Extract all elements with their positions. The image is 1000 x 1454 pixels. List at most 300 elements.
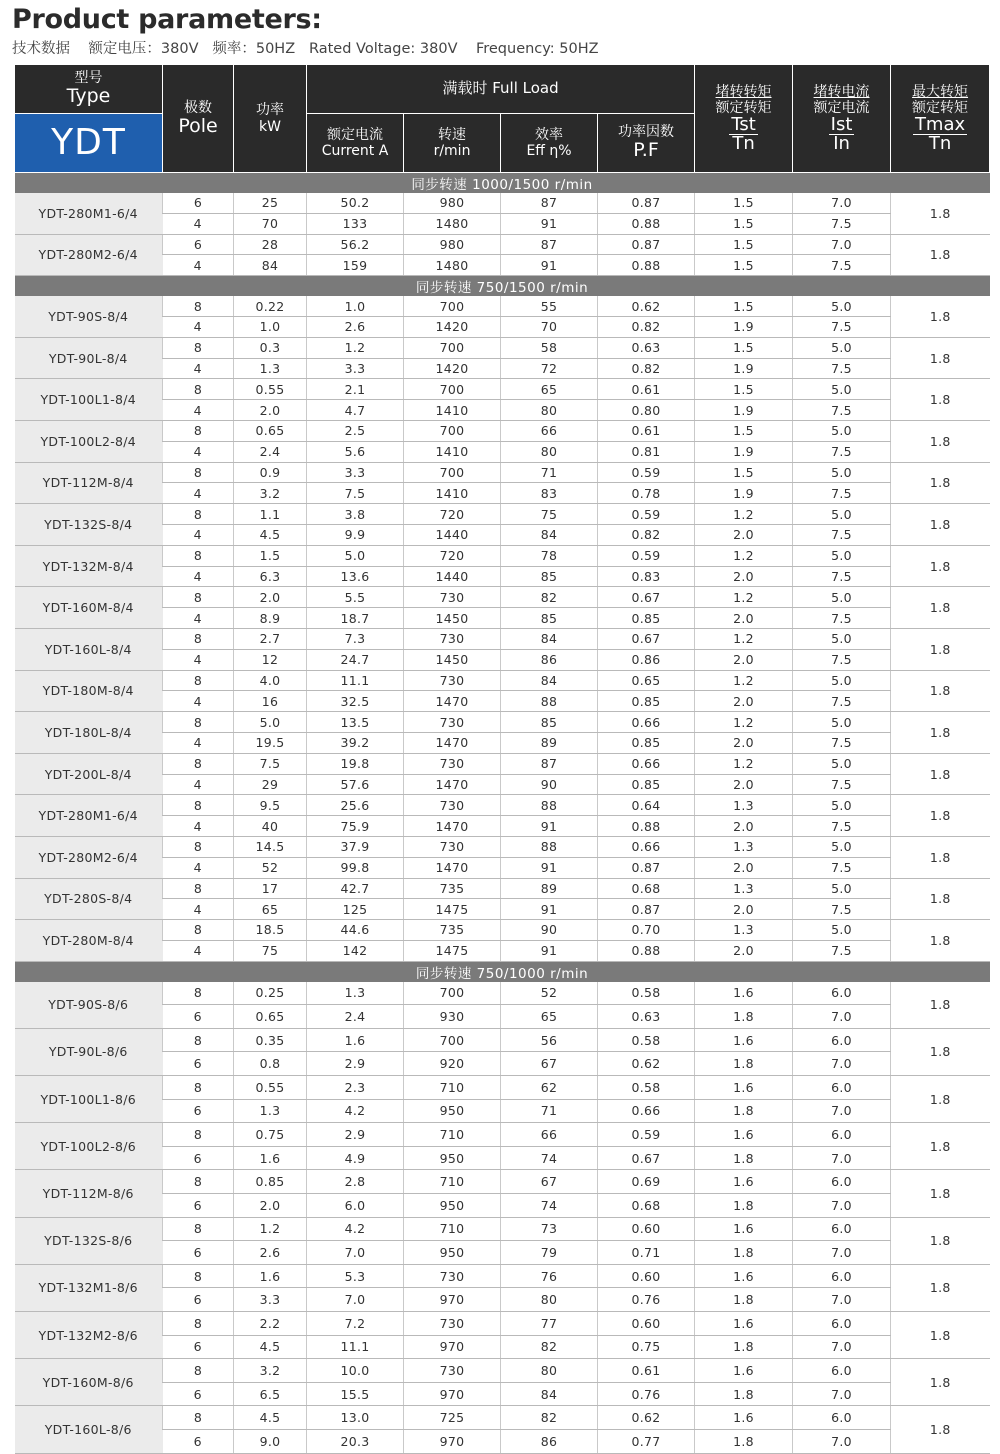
tst-ratio-cell: 1.9 — [695, 358, 793, 379]
table-row — [15, 795, 990, 816]
power-factor-cell: 0.85 — [598, 774, 695, 795]
section-header-row — [15, 961, 990, 982]
power-factor-cell: 0.88 — [598, 816, 695, 837]
tst-header — [695, 65, 793, 173]
model-type-cell: YDT-132M2-8/6 — [15, 1312, 163, 1359]
tst-ratio-cell: 1.5 — [695, 462, 793, 483]
current-cell: 11.1 — [307, 1335, 404, 1359]
pole-cell: 4 — [163, 940, 234, 961]
tmax-header — [891, 65, 990, 173]
current-cell: 125 — [307, 899, 404, 920]
efficiency-cell: 56 — [501, 1028, 598, 1052]
power-cell: 1.2 — [234, 1217, 307, 1241]
power-factor-cell: 0.76 — [598, 1288, 695, 1312]
power-factor-cell: 0.58 — [598, 1028, 695, 1052]
current-cell: 44.6 — [307, 920, 404, 941]
power-cell: 0.75 — [234, 1123, 307, 1147]
power-factor-cell: 0.69 — [598, 1170, 695, 1194]
efficiency-cell: 88 — [501, 836, 598, 857]
type-header — [15, 65, 163, 114]
speed-cell: 730 — [404, 587, 501, 608]
efficiency-cell: 91 — [501, 255, 598, 276]
ist-ratio-cell: 7.0 — [793, 1194, 891, 1218]
power-cell: 4.5 — [234, 1406, 307, 1430]
tmax-ratio-cell: 1.8 — [891, 1264, 990, 1311]
speed-cell: 1475 — [404, 899, 501, 920]
tmax-ratio-cell: 1.8 — [891, 1123, 990, 1170]
current-cell: 75.9 — [307, 816, 404, 837]
efficiency-cell: 73 — [501, 1217, 598, 1241]
efficiency-cell: 71 — [501, 1099, 598, 1123]
tst-ratio-cell: 2.0 — [695, 649, 793, 670]
efficiency-cell: 79 — [501, 1241, 598, 1265]
efficiency-cell: 91 — [501, 213, 598, 234]
tst-ratio-cell: 1.6 — [695, 1170, 793, 1194]
pf-header — [598, 114, 695, 173]
tst-ratio-cell: 2.0 — [695, 732, 793, 753]
power-factor-cell: 0.66 — [598, 712, 695, 733]
tmax-ratio-cell: 1.8 — [891, 878, 990, 920]
current-cell: 5.3 — [307, 1264, 404, 1288]
ist-ratio-cell: 7.5 — [793, 524, 891, 545]
power-cell: 0.65 — [234, 1005, 307, 1029]
current-cell: 18.7 — [307, 608, 404, 629]
pole-cell: 4 — [163, 400, 234, 421]
pole-cell: 4 — [163, 816, 234, 837]
ist-ratio-cell: 7.5 — [793, 649, 891, 670]
pole-cell: 4 — [163, 857, 234, 878]
current-cell: 15.5 — [307, 1382, 404, 1406]
current-cell: 2.4 — [307, 1005, 404, 1029]
tst-ratio-cell: 1.5 — [695, 337, 793, 358]
tmax-denominator: Tn — [928, 132, 952, 154]
tmax-ratio-cell: 1.8 — [891, 1406, 990, 1453]
efficiency-cell: 74 — [501, 1146, 598, 1170]
power-cell: 0.3 — [234, 337, 307, 358]
ist-ratio-cell: 5.0 — [793, 628, 891, 649]
tst-ratio-cell: 2.0 — [695, 524, 793, 545]
power-cell: 2.7 — [234, 628, 307, 649]
tst-ratio-cell: 1.5 — [695, 296, 793, 316]
tst-ratio-cell: 2.0 — [695, 857, 793, 878]
current-cell: 99.8 — [307, 857, 404, 878]
power-header — [234, 65, 307, 173]
ist-ratio-cell: 7.0 — [793, 1052, 891, 1076]
tst-denominator: Tn — [732, 132, 755, 154]
current-cell: 10.0 — [307, 1359, 404, 1383]
efficiency-cell: 58 — [501, 337, 598, 358]
current-cell: 133 — [307, 213, 404, 234]
speed-cell: 1420 — [404, 358, 501, 379]
power-factor-cell: 0.66 — [598, 1099, 695, 1123]
efficiency-cell: 84 — [501, 524, 598, 545]
efficiency-cell: 84 — [501, 670, 598, 691]
efficiency-cell: 66 — [501, 420, 598, 441]
ist-ratio-cell: 7.5 — [793, 316, 891, 337]
efficiency-cell: 52 — [501, 982, 598, 1005]
efficiency-cell: 87 — [501, 234, 598, 255]
tst-ratio-cell: 1.3 — [695, 920, 793, 941]
table-row — [15, 545, 990, 566]
speed-cell: 735 — [404, 878, 501, 899]
efficiency-cell: 65 — [501, 379, 598, 400]
ist-ratio-cell: 5.0 — [793, 712, 891, 733]
table-row — [15, 712, 990, 733]
speed-cell: 700 — [404, 379, 501, 400]
ist-ratio-cell: 5.0 — [793, 670, 891, 691]
speed-cell: 730 — [404, 670, 501, 691]
speed-cell: 730 — [404, 628, 501, 649]
current-cell: 3.3 — [307, 462, 404, 483]
power-factor-cell: 0.67 — [598, 628, 695, 649]
efficiency-cell: 80 — [501, 1359, 598, 1383]
power-factor-cell: 0.68 — [598, 1194, 695, 1218]
tst-ratio-cell: 1.2 — [695, 545, 793, 566]
power-factor-cell: 0.63 — [598, 1005, 695, 1029]
current-cell: 6.0 — [307, 1194, 404, 1218]
current-cell: 1.6 — [307, 1028, 404, 1052]
table-row — [15, 1217, 990, 1241]
ist-ratio-cell: 7.5 — [793, 857, 891, 878]
model-type-cell: YDT-90L-8/6 — [15, 1028, 163, 1075]
power-factor-cell: 0.85 — [598, 691, 695, 712]
pole-cell: 8 — [163, 337, 234, 358]
model-type-cell: YDT-200L-8/4 — [15, 753, 163, 795]
section-header-row — [15, 276, 990, 297]
current-cell: 7.5 — [307, 483, 404, 504]
power-cell: 1.0 — [234, 316, 307, 337]
section-header-row — [15, 173, 990, 194]
efficiency-cell: 76 — [501, 1264, 598, 1288]
efficiency-cell: 84 — [501, 628, 598, 649]
model-type-cell: YDT-132S-8/4 — [15, 504, 163, 546]
pole-cell: 4 — [163, 524, 234, 545]
tmax-ratio-cell: 1.8 — [891, 1028, 990, 1075]
type-header-zh: 型号 — [74, 70, 103, 87]
speed-cell: 1450 — [404, 649, 501, 670]
power-factor-cell: 0.78 — [598, 483, 695, 504]
efficiency-cell: 82 — [501, 587, 598, 608]
ist-ratio-cell: 7.5 — [793, 732, 891, 753]
power-factor-cell: 0.60 — [598, 1217, 695, 1241]
efficiency-cell: 85 — [501, 566, 598, 587]
current-cell: 7.0 — [307, 1241, 404, 1265]
model-type-cell: YDT-90S-8/4 — [15, 296, 163, 337]
pole-cell: 8 — [163, 982, 234, 1005]
ist-ratio-cell: 5.0 — [793, 753, 891, 774]
tmax-fraction — [913, 113, 967, 154]
power-factor-cell: 0.61 — [598, 1359, 695, 1383]
table-row — [15, 1406, 990, 1430]
power-factor-cell: 0.58 — [598, 1076, 695, 1100]
tst-ratio-cell: 2.0 — [695, 816, 793, 837]
pole-cell: 8 — [163, 1312, 234, 1336]
efficiency-cell: 67 — [501, 1052, 598, 1076]
model-type-cell: YDT-280M1-6/4 — [15, 795, 163, 837]
power-cell: 3.3 — [234, 1288, 307, 1312]
power-cell: 4.5 — [234, 1335, 307, 1359]
table-row — [15, 920, 990, 941]
table-row — [15, 1312, 990, 1336]
table-row — [15, 504, 990, 525]
speed-cell: 700 — [404, 1028, 501, 1052]
model-type-cell: YDT-100L1-8/4 — [15, 379, 163, 421]
tst-ratio-cell: 2.0 — [695, 608, 793, 629]
efficiency-cell: 77 — [501, 1312, 598, 1336]
ydt-series-label: YDT — [15, 114, 163, 173]
speed-cell: 970 — [404, 1382, 501, 1406]
power-cell: 29 — [234, 774, 307, 795]
pole-cell: 6 — [163, 1005, 234, 1029]
speed-cell: 1410 — [404, 400, 501, 421]
current-cell: 19.8 — [307, 753, 404, 774]
current-cell: 4.2 — [307, 1217, 404, 1241]
pole-cell: 8 — [163, 836, 234, 857]
ist-ratio-cell: 5.0 — [793, 462, 891, 483]
pole-cell: 6 — [163, 1052, 234, 1076]
pole-cell: 6 — [163, 1429, 234, 1453]
tst-ratio-cell: 2.0 — [695, 566, 793, 587]
tmax-numerator: Tmax — [914, 113, 966, 135]
pole-cell: 4 — [163, 899, 234, 920]
ist-ratio-cell: 7.5 — [793, 691, 891, 712]
efficiency-cell: 62 — [501, 1076, 598, 1100]
power-factor-cell: 0.82 — [598, 358, 695, 379]
tmax-ratio-cell: 1.8 — [891, 545, 990, 587]
power-cell: 0.55 — [234, 379, 307, 400]
efficiency-cell: 88 — [501, 795, 598, 816]
power-cell: 17 — [234, 878, 307, 899]
eff-header-en: Eff η% — [526, 143, 572, 159]
tst-ratio-cell: 1.5 — [695, 420, 793, 441]
pole-cell: 6 — [163, 193, 234, 213]
table-row — [15, 1264, 990, 1288]
efficiency-cell: 85 — [501, 712, 598, 733]
efficiency-cell: 67 — [501, 1170, 598, 1194]
power-cell: 0.8 — [234, 1052, 307, 1076]
ist-ratio-cell: 7.5 — [793, 483, 891, 504]
current-cell: 2.3 — [307, 1076, 404, 1100]
current-cell: 7.3 — [307, 628, 404, 649]
ist-ratio-cell: 7.5 — [793, 899, 891, 920]
tmax-ratio-cell: 1.8 — [891, 795, 990, 837]
tst-ratio-cell: 1.9 — [695, 483, 793, 504]
power-factor-cell: 0.65 — [598, 670, 695, 691]
power-cell: 7.5 — [234, 753, 307, 774]
pole-cell: 8 — [163, 420, 234, 441]
ist-header — [793, 65, 891, 173]
speed-cell: 720 — [404, 504, 501, 525]
model-type-cell: YDT-280M-8/4 — [15, 920, 163, 962]
power-cell: 2.0 — [234, 1194, 307, 1218]
speed-cell: 700 — [404, 982, 501, 1005]
power-factor-cell: 0.82 — [598, 524, 695, 545]
current-cell: 39.2 — [307, 732, 404, 753]
speed-cell: 710 — [404, 1170, 501, 1194]
power-cell: 0.35 — [234, 1028, 307, 1052]
current-cell: 9.9 — [307, 524, 404, 545]
table-row — [15, 462, 990, 483]
tmax-ratio-cell: 1.8 — [891, 193, 990, 234]
power-cell: 2.0 — [234, 587, 307, 608]
tmax-ratio-cell: 1.8 — [891, 296, 990, 337]
model-type-cell: YDT-132M1-8/6 — [15, 1264, 163, 1311]
pole-cell: 8 — [163, 920, 234, 941]
power-factor-cell: 0.88 — [598, 255, 695, 276]
model-type-cell: YDT-112M-8/4 — [15, 462, 163, 504]
model-type-cell: YDT-100L1-8/6 — [15, 1076, 163, 1123]
tst-fraction — [729, 113, 757, 154]
tmax-ratio-cell: 1.8 — [891, 234, 990, 276]
tst-header-zh2: 额定转矩 — [715, 99, 772, 116]
section-title: 同步转速 1000/1500 r/min — [15, 173, 990, 194]
speed-cell: 1475 — [404, 940, 501, 961]
power-factor-cell: 0.59 — [598, 504, 695, 525]
current-cell: 13.0 — [307, 1406, 404, 1430]
model-type-cell: YDT-180M-8/4 — [15, 670, 163, 712]
speed-cell: 710 — [404, 1123, 501, 1147]
tst-ratio-cell: 2.0 — [695, 691, 793, 712]
power-cell: 70 — [234, 213, 307, 234]
power-cell: 1.6 — [234, 1264, 307, 1288]
speed-cell: 1440 — [404, 524, 501, 545]
pole-cell: 4 — [163, 255, 234, 276]
speed-cell: 980 — [404, 234, 501, 255]
power-cell: 6.3 — [234, 566, 307, 587]
efficiency-cell: 80 — [501, 1288, 598, 1312]
speed-cell: 730 — [404, 753, 501, 774]
model-type-cell: YDT-132M-8/4 — [15, 545, 163, 587]
ist-ratio-cell: 6.0 — [793, 1170, 891, 1194]
table-row — [15, 379, 990, 400]
pole-cell: 4 — [163, 358, 234, 379]
ist-denominator: In — [833, 132, 850, 154]
power-factor-cell: 0.85 — [598, 732, 695, 753]
table-body — [15, 173, 990, 1454]
efficiency-cell: 88 — [501, 691, 598, 712]
current-cell: 5.5 — [307, 587, 404, 608]
power-factor-cell: 0.58 — [598, 982, 695, 1005]
current-cell: 32.5 — [307, 691, 404, 712]
power-factor-cell: 0.82 — [598, 316, 695, 337]
pole-cell: 8 — [163, 462, 234, 483]
pf-header-zh: 功率因数 — [618, 124, 675, 141]
ist-ratio-cell: 7.5 — [793, 816, 891, 837]
ist-ratio-cell: 5.0 — [793, 296, 891, 316]
pole-cell: 4 — [163, 691, 234, 712]
pole-cell: 8 — [163, 379, 234, 400]
model-type-cell: YDT-90L-8/4 — [15, 337, 163, 379]
speed-cell: 700 — [404, 420, 501, 441]
table-row — [15, 1076, 990, 1100]
speed-cell: 700 — [404, 462, 501, 483]
speed-cell: 1470 — [404, 857, 501, 878]
pole-cell: 8 — [163, 1406, 234, 1430]
efficiency-cell: 91 — [501, 857, 598, 878]
tst-ratio-cell: 1.2 — [695, 712, 793, 733]
eff-header — [501, 114, 598, 173]
speed-cell: 1410 — [404, 483, 501, 504]
current-cell: 142 — [307, 940, 404, 961]
power-cell: 18.5 — [234, 920, 307, 941]
table-row — [15, 587, 990, 608]
efficiency-cell: 86 — [501, 1429, 598, 1453]
speed-cell: 950 — [404, 1194, 501, 1218]
table-row — [15, 628, 990, 649]
efficiency-cell: 74 — [501, 1194, 598, 1218]
power-factor-cell: 0.87 — [598, 899, 695, 920]
tst-ratio-cell: 1.5 — [695, 234, 793, 255]
current-cell: 24.7 — [307, 649, 404, 670]
power-cell: 19.5 — [234, 732, 307, 753]
speed-cell: 1440 — [404, 566, 501, 587]
power-cell: 8.9 — [234, 608, 307, 629]
efficiency-cell: 80 — [501, 441, 598, 462]
power-factor-cell: 0.64 — [598, 795, 695, 816]
pole-cell: 8 — [163, 504, 234, 525]
tst-ratio-cell: 1.6 — [695, 1217, 793, 1241]
tst-ratio-cell: 1.9 — [695, 400, 793, 421]
tst-ratio-cell: 1.5 — [695, 193, 793, 213]
power-cell: 14.5 — [234, 836, 307, 857]
power-cell: 40 — [234, 816, 307, 837]
efficiency-cell: 86 — [501, 649, 598, 670]
table-row — [15, 234, 990, 255]
ist-header-zh1: 堵转电流 — [813, 83, 870, 100]
type-header-en: Type — [66, 85, 111, 108]
table-row — [15, 836, 990, 857]
current-cell: 2.5 — [307, 420, 404, 441]
current-cell: 20.3 — [307, 1429, 404, 1453]
ist-ratio-cell: 7.5 — [793, 774, 891, 795]
ist-ratio-cell: 5.0 — [793, 420, 891, 441]
pole-cell: 8 — [163, 1217, 234, 1241]
pole-cell: 4 — [163, 483, 234, 504]
tmax-ratio-cell: 1.8 — [891, 504, 990, 546]
speed-cell: 970 — [404, 1288, 501, 1312]
tmax-header-zh2: 额定转矩 — [912, 99, 969, 116]
power-factor-cell: 0.71 — [598, 1241, 695, 1265]
pole-cell: 4 — [163, 608, 234, 629]
current-cell: 11.1 — [307, 670, 404, 691]
speed-cell: 1470 — [404, 816, 501, 837]
ist-ratio-cell: 6.0 — [793, 1264, 891, 1288]
table-row — [15, 1123, 990, 1147]
pole-cell: 6 — [163, 1382, 234, 1406]
pole-cell: 4 — [163, 316, 234, 337]
power-cell: 4.5 — [234, 524, 307, 545]
efficiency-cell: 89 — [501, 878, 598, 899]
efficiency-cell: 71 — [501, 462, 598, 483]
efficiency-cell: 90 — [501, 774, 598, 795]
ist-ratio-cell: 6.0 — [793, 1312, 891, 1336]
tmax-ratio-cell: 1.8 — [891, 420, 990, 462]
current-cell: 37.9 — [307, 836, 404, 857]
table-header — [15, 65, 990, 173]
ist-ratio-cell: 7.5 — [793, 566, 891, 587]
current-cell: 4.2 — [307, 1099, 404, 1123]
pole-cell: 8 — [163, 753, 234, 774]
power-factor-cell: 0.61 — [598, 420, 695, 441]
current-cell: 13.6 — [307, 566, 404, 587]
power-factor-cell: 0.77 — [598, 1429, 695, 1453]
model-type-cell: YDT-160M-8/4 — [15, 587, 163, 629]
pole-cell: 8 — [163, 878, 234, 899]
ist-ratio-cell: 7.0 — [793, 1241, 891, 1265]
power-cell: 0.85 — [234, 1170, 307, 1194]
table-row — [15, 1028, 990, 1052]
tst-ratio-cell: 1.2 — [695, 670, 793, 691]
